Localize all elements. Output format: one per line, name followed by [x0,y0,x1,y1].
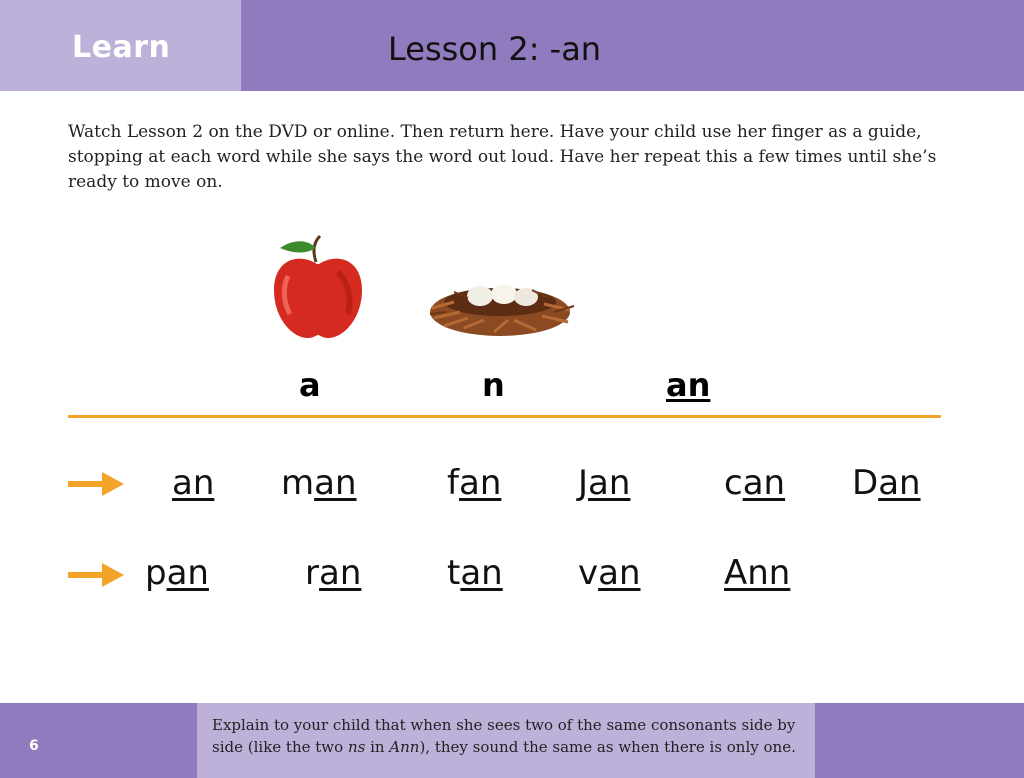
word-van: van [578,553,641,593]
word-dan: Dan [852,463,921,503]
word-can: can [724,463,786,503]
word-pan: pan [145,553,209,593]
footer-note: Explain to your child that when she sees two of the same consonants side by side (like the two ns in Ann), they sound the same as when there is only one. [212,716,796,756]
page-number: 6 [29,738,39,754]
instructions-text: Watch Lesson 2 on the DVD or online. Then return here. Have your child use her finger as a guide, stopping at each word while she says the word out loud. Have her repeat this a few times until she’s ready to move on. [68,122,937,192]
key-letter-a: a [299,366,321,404]
word-an: an [172,463,215,503]
section-tab [0,0,241,91]
word-tan: tan [447,553,503,593]
page-title: Lesson 2: -an [388,30,602,68]
key-letter-an: an [666,366,711,404]
word-jan: Jan [578,463,631,503]
arrow-right-icon [68,471,124,497]
nest-icon [424,262,576,342]
word-fan: fan [447,463,502,503]
divider-line [68,415,941,418]
key-letter-n: n [482,366,505,404]
apple-icon [268,232,366,342]
word-man: man [281,463,357,503]
word-ann: Ann [724,553,791,593]
section-label: Learn [72,30,171,65]
word-ran: ran [305,553,362,593]
arrow-right-icon [68,562,124,588]
